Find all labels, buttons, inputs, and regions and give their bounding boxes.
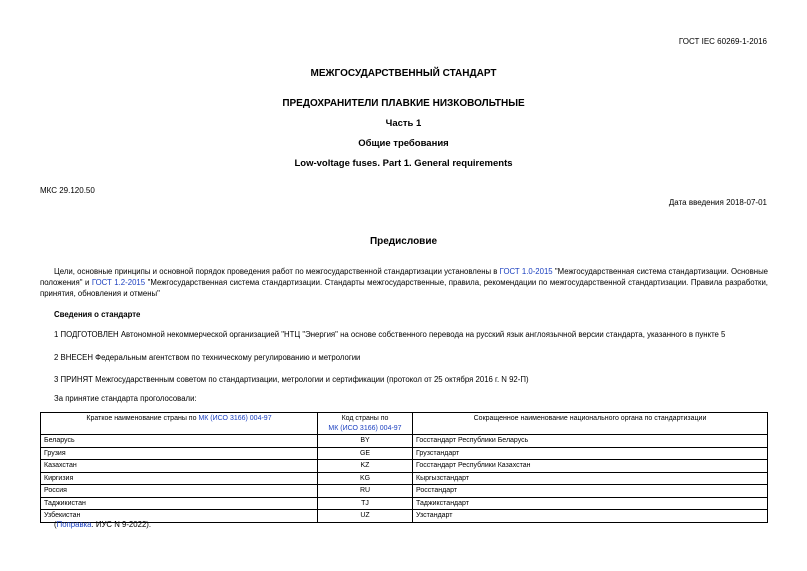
country-name-header-text: Краткое наименование страны по	[86, 415, 199, 422]
voting-countries-table	[40, 412, 768, 523]
body-cell: Госстандарт Республики Беларусь	[413, 435, 768, 448]
standard-part: Часть 1	[385, 118, 422, 129]
table-row	[41, 497, 768, 510]
code-cell: KZ	[318, 460, 413, 473]
country-code-header-text: Код страны по	[341, 415, 389, 422]
mk-iso-code-link[interactable]: МК (ИСО 3166) 004-97	[328, 424, 402, 432]
table-row	[41, 460, 768, 473]
country-cell: Киргизия	[41, 472, 318, 485]
table-row	[41, 435, 768, 448]
intro-text-2: "Межгосударственная система стандартизации. Основные положения" и	[40, 267, 769, 287]
body-cell: Кыргызстандарт	[413, 472, 768, 485]
code-cell: RU	[318, 485, 413, 498]
standard-type-heading: МЕЖГОСУДАРСТВЕННЫЙ СТАНДАРТ	[310, 68, 497, 79]
introduction-date: Дата введения 2018-07-01	[668, 198, 767, 207]
country-name-header	[41, 413, 318, 435]
code-cell: UZ	[318, 510, 413, 523]
code-cell: BY	[318, 435, 413, 448]
item-3-adopted: 3 ПРИНЯТ Межгосударственным советом по стандартизации, метрологии и сертификации (протокол от 25 октября 2016 г. N 92-П)	[54, 375, 529, 384]
body-cell: Росстандарт	[413, 485, 768, 498]
preface-intro-paragraph	[40, 266, 768, 299]
standard-english-title: Low-voltage fuses. Part 1. General requirements	[294, 158, 513, 169]
body-cell: Таджикстандарт	[413, 497, 768, 510]
code-cell: KG	[318, 472, 413, 485]
table-row	[41, 447, 768, 460]
country-cell: Россия	[41, 485, 318, 498]
amendment-note	[54, 520, 151, 529]
country-cell: Беларусь	[41, 435, 318, 448]
preface-heading: Предисловие	[369, 236, 438, 247]
standard-subtitle: Общие требования	[358, 138, 449, 149]
table-header-row	[41, 413, 768, 435]
amendment-link[interactable]: Поправка	[56, 520, 92, 529]
country-cell: Узбекистан	[41, 510, 318, 523]
country-cell: Казахстан	[41, 460, 318, 473]
table-row	[41, 485, 768, 498]
body-cell: Госстандарт Республики Казахстан	[413, 460, 768, 473]
body-cell: Грузстандарт	[413, 447, 768, 460]
vote-intro: За принятие стандарта проголосовали:	[54, 394, 197, 403]
country-cell: Таджикистан	[41, 497, 318, 510]
body-cell: Узстандарт	[413, 510, 768, 523]
code-cell: TJ	[318, 497, 413, 510]
note-open-paren: (	[54, 520, 57, 529]
code-cell: GE	[318, 447, 413, 460]
gost-1-2-link[interactable]: ГОСТ 1.2-2015	[91, 278, 146, 287]
mks-code: МКС 29.120.50	[40, 186, 95, 195]
standard-info-heading: Сведения о стандарте	[54, 310, 141, 319]
gost-1-0-link[interactable]: ГОСТ 1.0-2015	[499, 267, 553, 276]
national-body-header: Сокращенное наименование национального органа по стандартизации	[413, 413, 768, 435]
document-code: ГОСТ IEC 60269-1-2016	[678, 37, 767, 46]
country-cell: Грузия	[41, 447, 318, 460]
note-rest: . ИУС N 9-2022).	[91, 520, 152, 529]
intro-text-3: "Межгосударственная система стандартизации. Стандарты межгосударственные, правила, рекомендации по межгосударственной стандартизации. Правила разработки, принятия, обновления и отмены"	[40, 278, 768, 298]
country-code-header	[318, 413, 413, 435]
standard-title: ПРЕДОХРАНИТЕЛИ ПЛАВКИЕ НИЗКОВОЛЬТНЫЕ	[282, 98, 525, 109]
item-1-prepared: 1 ПОДГОТОВЛЕН Автономной некоммерческой организацией "НТЦ "Энергия" на основе собственного перевода на русский язык англоязычной версии стандарта, указанного в пункте 5	[54, 330, 726, 339]
item-2-submitted: 2 ВНЕСЕН Федеральным агентством по техническому регулированию и метрологии	[54, 353, 361, 362]
table-row	[41, 472, 768, 485]
intro-text-1: Цели, основные принципы и основной порядок проведения работ по межгосударственной стандартизации установлены в	[54, 267, 500, 276]
mk-iso-link[interactable]: МК (ИСО 3166) 004-97	[198, 415, 272, 422]
